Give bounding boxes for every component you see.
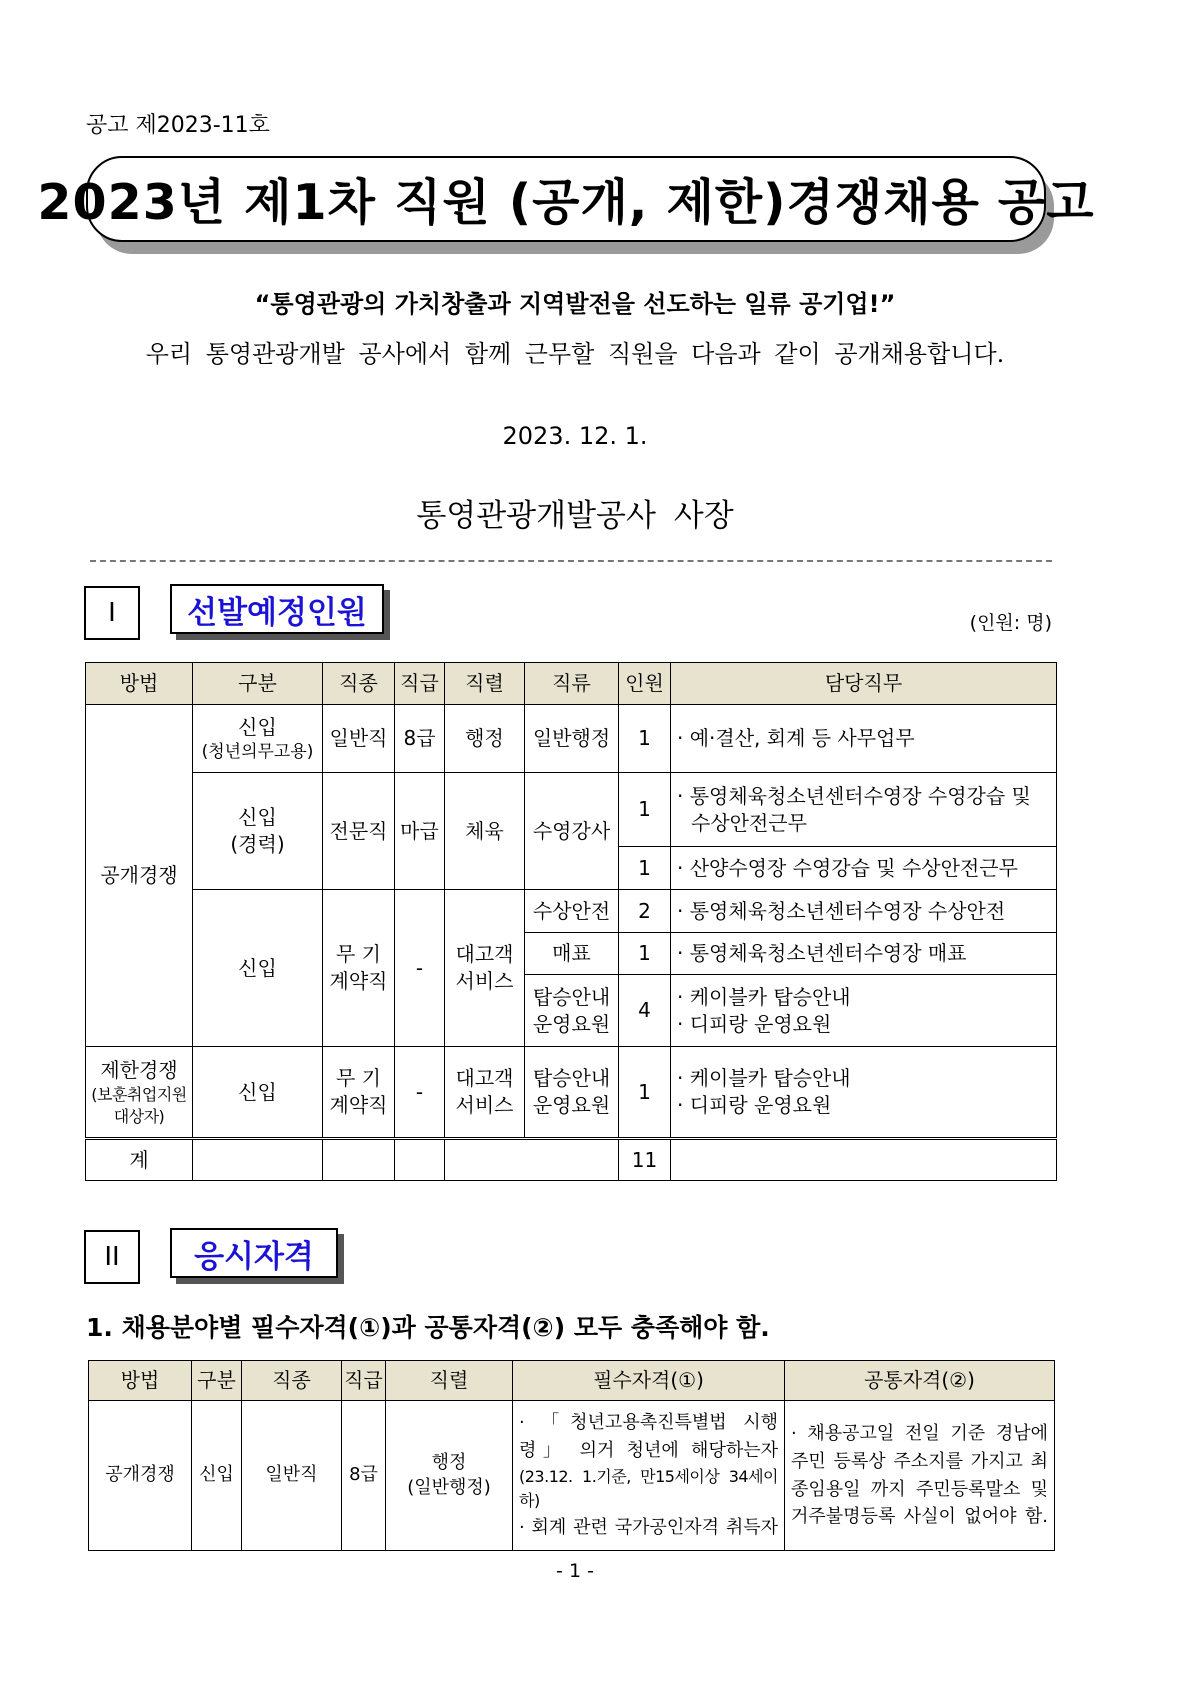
class-cell (525, 1047, 619, 1139)
class-line: 운영요원 (532, 1011, 611, 1036)
empty-cell (193, 1139, 323, 1181)
common-line: 종임용일 까지 주민등록말소 및 (791, 1478, 1048, 1500)
positions-table (85, 662, 1057, 1181)
series-line: 대고객 (455, 942, 514, 966)
count-cell: 1 (619, 1047, 671, 1139)
count-cell: 1 (619, 773, 671, 847)
duty-line: · 디피랑 운영요원 (677, 1093, 832, 1117)
notice-number: 공고 제2023-11호 (86, 113, 270, 138)
intro-text: 우리 통영관광개발 공사에서 함께 근무할 직원을 다음과 같이 공개채용합니다. (145, 340, 1005, 368)
duty-line: · 통영체육청소년센터수영장 수영강습 및 (677, 783, 1031, 808)
grade-cell: 마급 (395, 773, 445, 890)
header-grade: 직급 (342, 1361, 386, 1401)
header-count: 인원 (619, 663, 671, 705)
count-cell: 1 (619, 847, 671, 890)
job-cell: 일반직 (323, 705, 395, 773)
grade-cell: 8급 (395, 705, 445, 773)
header-method: 방법 (89, 1361, 192, 1401)
class-cell: 매표 (525, 933, 619, 975)
series-cell (386, 1401, 513, 1551)
header-type: 구분 (193, 663, 323, 705)
duty-line: 수상안전근무 (691, 810, 807, 835)
common-line: · 채용공고일 전일 기준 경남에 (791, 1422, 1048, 1444)
type-cell: 신입 (193, 1047, 323, 1139)
title-banner (37, 156, 1095, 252)
common-line: 주민 등록상 주소지를 가지고 최 (791, 1450, 1048, 1472)
qualification-table (88, 1360, 1055, 1551)
job-line: 계약직 (329, 1093, 388, 1117)
header-job: 직종 (323, 663, 395, 705)
duty-cell: · 통영체육청소년센터수영장 수상안전 (671, 890, 1057, 933)
job-cell: 일반직 (242, 1401, 342, 1551)
class-line: 탑승안내 (532, 984, 611, 1009)
series-cell (445, 1047, 525, 1139)
table-row (86, 1047, 1057, 1139)
type-sub: (경력) (230, 832, 285, 856)
unit-label: (인원: 명) (969, 612, 1052, 634)
count-cell: 2 (619, 890, 671, 933)
qualification-subheading: 1. 채용분야별 필수자격(①)과 공통자격(②) 모두 충족해야 함. (86, 1313, 770, 1342)
series-cell (445, 890, 525, 1047)
series-line: 서비스 (455, 969, 514, 993)
duty-line: · 케이블카 탑승안내 (677, 984, 851, 1009)
section2-title: 응시자격 (170, 1228, 338, 1278)
method-cell: 공개경쟁 (86, 705, 193, 1047)
method-line: 제한경쟁 (100, 1057, 178, 1082)
type-cell: 신입 (193, 890, 323, 1047)
page-title: 2023년 제1차 직원 (공개, 제한)경쟁채용 공고 (86, 156, 1046, 242)
duty-line: · 디피랑 운영요원 (677, 1011, 832, 1036)
type-cell: 신입 (192, 1401, 242, 1551)
table-row (86, 773, 1057, 847)
duty-line: · 케이블카 탑승안내 (677, 1066, 851, 1090)
series-line: 서비스 (455, 1093, 514, 1117)
method-line: (보훈취업지원 (91, 1084, 187, 1104)
header-common: 공통자격(②) (785, 1361, 1055, 1401)
header-series: 직렬 (445, 663, 525, 705)
method-line: 대상자) (113, 1106, 165, 1126)
empty-cell (323, 1139, 395, 1181)
type-cell (193, 773, 323, 890)
class-cell: 일반행정 (525, 705, 619, 773)
section1-title: 선발예정인원 (170, 584, 384, 634)
job-cell (323, 1047, 395, 1139)
header-method: 방법 (86, 663, 193, 705)
class-cell (525, 975, 619, 1047)
series-cell: 행정 (445, 705, 525, 773)
table-row (86, 890, 1057, 933)
class-cell: 수영강사 (525, 773, 619, 890)
type-main: 신입 (238, 805, 277, 829)
dashed-divider (90, 560, 1052, 562)
duty-cell: · 산양수영장 수영강습 및 수상안전근무 (671, 847, 1057, 890)
job-line: 계약직 (329, 969, 388, 993)
duty-cell (671, 975, 1057, 1047)
duty-cell (671, 773, 1057, 847)
total-row (86, 1139, 1057, 1181)
series-line: 대고객 (455, 1066, 514, 1090)
grade-cell: - (395, 890, 445, 1047)
method-cell: 공개경쟁 (89, 1401, 192, 1551)
count-cell: 4 (619, 975, 671, 1047)
section1-heading (170, 584, 388, 638)
empty-cell (445, 1139, 619, 1181)
issuer: 통영관광개발공사 사장 (416, 498, 734, 534)
table-row (86, 705, 1057, 773)
class-cell: 수상안전 (525, 890, 619, 933)
empty-cell (395, 1139, 445, 1181)
series-cell: 체육 (445, 773, 525, 890)
duty-cell: · 예·결산, 회계 등 사무업무 (671, 705, 1057, 773)
job-line: 무 기 (336, 1066, 381, 1090)
header-class: 직류 (525, 663, 619, 705)
table-header-row (86, 663, 1057, 705)
series-line: 행정 (431, 1452, 467, 1474)
grade-cell: 8급 (342, 1401, 386, 1551)
type-cell (193, 705, 323, 773)
required-cell (513, 1401, 785, 1551)
header-series: 직렬 (386, 1361, 513, 1401)
grade-cell: - (395, 1047, 445, 1139)
header-required: 필수자격(①) (513, 1361, 785, 1401)
required-line: · 회계 관련 국가공인자격 취득자 (519, 1517, 778, 1539)
job-cell (323, 890, 395, 1047)
empty-cell (671, 1139, 1057, 1181)
section1-number: I (84, 586, 140, 640)
common-cell (785, 1401, 1055, 1551)
header-grade: 직급 (395, 663, 445, 705)
job-line: 무 기 (336, 942, 381, 966)
required-line: · 「청년고용촉진특별법 시행 (519, 1411, 778, 1433)
required-line: (23.12. 1.기준, 만15세이상 34세이하) (519, 1466, 778, 1511)
count-cell: 1 (619, 705, 671, 773)
total-count: 11 (619, 1139, 671, 1181)
common-line: 거주불명등록 사실이 없어야 함. (791, 1506, 1048, 1528)
header-type: 구분 (192, 1361, 242, 1401)
count-cell: 1 (619, 933, 671, 975)
series-line: (일반행정) (407, 1476, 491, 1498)
duty-cell (671, 1047, 1057, 1139)
slogan: “통영관광의 가치창출과 지역발전을 선도하는 일류 공기업!” (254, 290, 896, 318)
job-cell: 전문직 (323, 773, 395, 890)
total-label: 계 (86, 1139, 193, 1181)
duty-cell: · 통영체육청소년센터수영장 매표 (671, 933, 1057, 975)
section2-number: II (84, 1230, 140, 1284)
table-row (89, 1401, 1055, 1551)
method-cell (86, 1047, 193, 1139)
section2-heading (170, 1228, 388, 1282)
type-sub: (청년의무고용) (201, 741, 314, 762)
header-job: 직종 (242, 1361, 342, 1401)
class-line: 운영요원 (532, 1093, 611, 1117)
page-number: - 1 - (556, 1560, 594, 1582)
class-line: 탑승안내 (532, 1066, 611, 1090)
table-header-row (89, 1361, 1055, 1401)
notice-date: 2023. 12. 1. (502, 422, 648, 450)
required-line: 령」 의거 청년에 해당하는자 (519, 1439, 778, 1461)
header-duty: 담당직무 (671, 663, 1057, 705)
type-main: 신입 (238, 714, 277, 739)
